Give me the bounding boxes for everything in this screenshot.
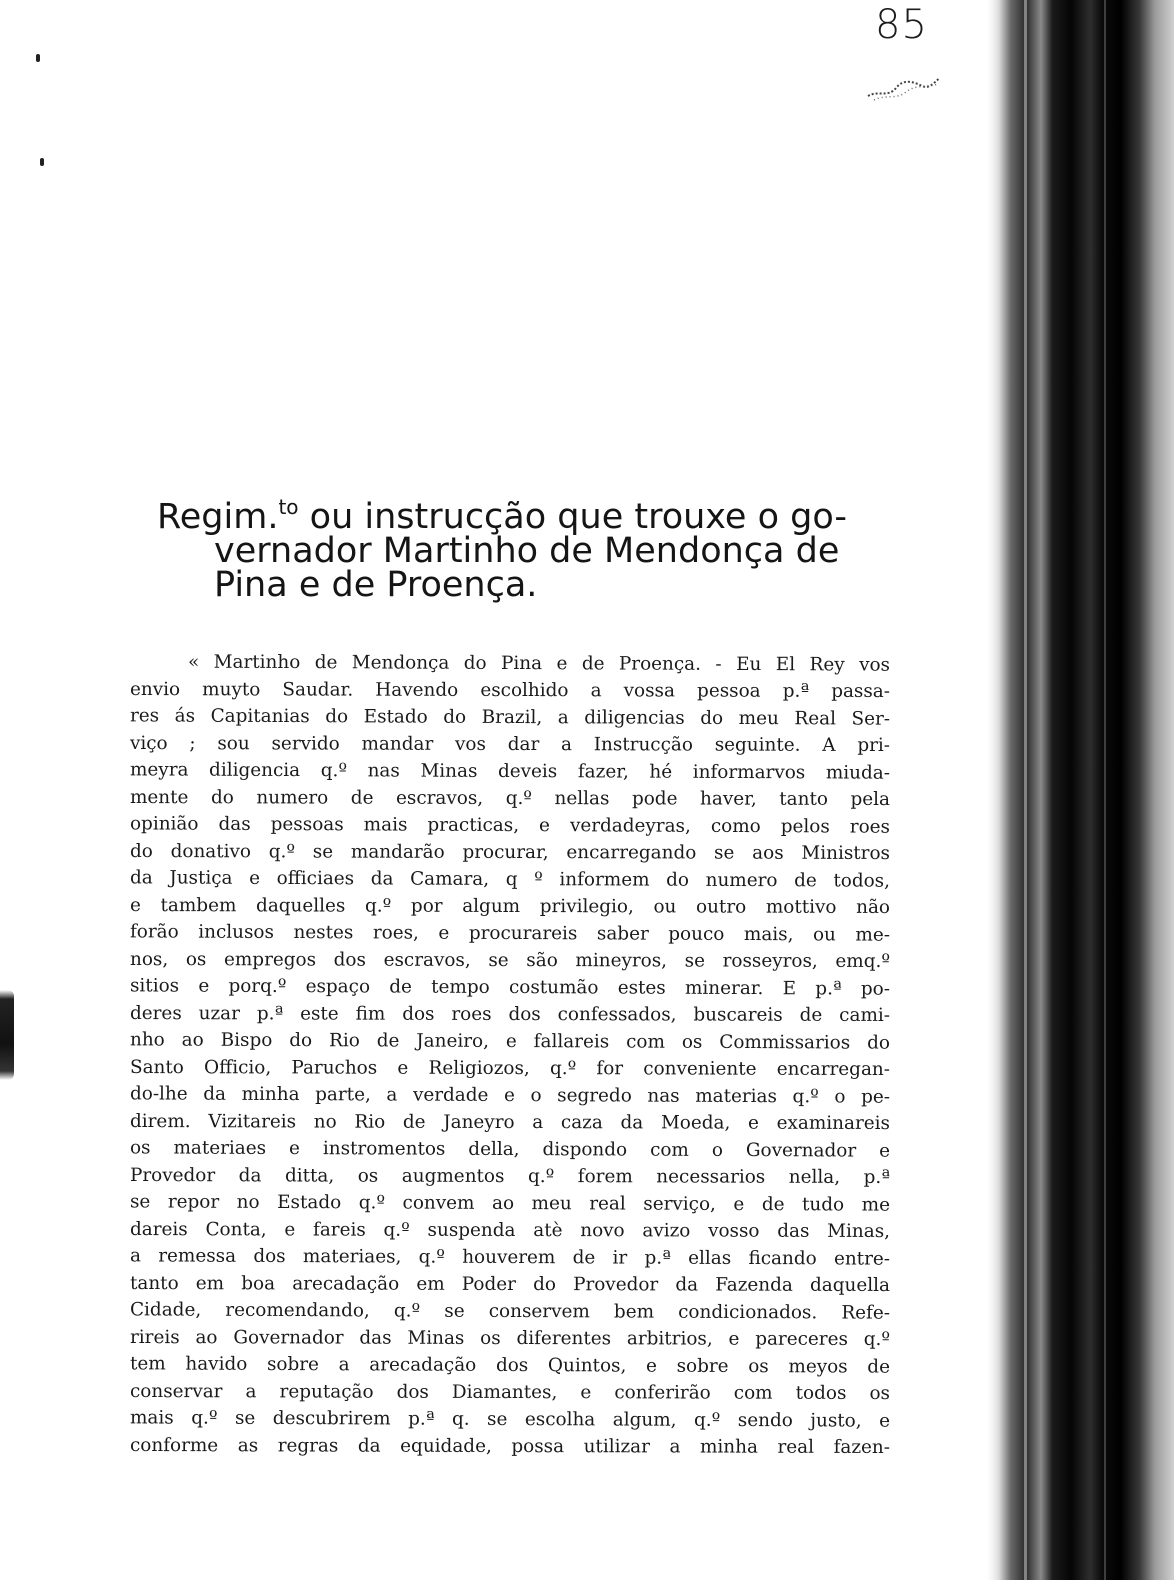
text-line: meyra diligencia q.º nas Minas deveis fazer, hé informarvos miuda- xyxy=(129,759,891,784)
title-line-3: Pina e de Proença. xyxy=(214,565,538,605)
text-line: mais q.º se descubrirem p.ª q. se escolha algum, q.º sendo justo, e xyxy=(129,1407,891,1432)
text-line: tem havido sobre a arecadação dos Quintos, e sobre os meyos de xyxy=(129,1353,891,1378)
text-line: sitios e porq.º espaço de tempo costumão estes minerar. E p.ª po- xyxy=(129,975,891,1000)
text-line: opinião das pessoas mais practicas, e verdadeyras, como pelos roes xyxy=(129,813,891,838)
text-line: Provedor da ditta, os augmentos q.º forem necessarios nella, p.ª xyxy=(129,1165,891,1188)
text-line: do-lhe da minha parte, a verdade e o segredo nas materias q.º o pe- xyxy=(129,1083,891,1108)
text-line: mente do numero de escravos, q.º nellas pode haver, tanto pela xyxy=(129,787,891,810)
text-line: Santo Officio, Paruchos e Religiozos, q.º for conveniente encarregan- xyxy=(129,1057,891,1080)
text-line: direm. Vizitareis no Rio de Janeyro a caza da Moeda, e examinareis xyxy=(129,1111,891,1134)
text-line: os materiaes e instromentos della, dispondo com o Governador e xyxy=(129,1137,891,1162)
text-line: nos, os empregos dos escravos, se são mineyros, se rosseyros, emq.º xyxy=(129,949,891,972)
text-line: a remessa dos materiaes, q.º houverem de ir p.ª ellas ficando entre- xyxy=(129,1245,891,1270)
text-line: do donativo q.º se mandarão procurar, encarregando se aos Ministros xyxy=(129,841,891,864)
text-line: e tambem daquelles q.º por algum privilegio, ou outro mottivo não xyxy=(129,895,891,918)
margin-speck-1 xyxy=(36,54,40,62)
margin-speck-2 xyxy=(40,158,44,166)
text-line: se repor no Estado q.º convem ao meu real serviço, e de tudo me xyxy=(129,1191,891,1216)
left-edge-shadow xyxy=(0,990,14,1080)
ink-smudge-mark xyxy=(866,76,942,102)
title-line-1: Regim.$^{to}$ ou instrucção que trouxe o go- xyxy=(157,495,848,537)
text-line: envio muyto Saudar. Havendo escolhido a vossa pessoa p.ª passa- xyxy=(129,679,891,702)
text-line: rireis ao Governador das Minas os diferentes arbitrios, e pareceres q.º xyxy=(129,1327,891,1350)
book-binding-shadow xyxy=(984,0,1174,1580)
text-line: deres uzar p.ª este fim dos roes dos confessados, buscareis de cami- xyxy=(129,1003,891,1026)
text-line: da Justiça e officiaes da Camara, q º informem do numero de todos, xyxy=(129,867,891,892)
page-number: 85 xyxy=(875,2,928,48)
text-line: dareis Conta, e fareis q.º suspenda atè novo avizo vosso das Minas, xyxy=(129,1219,891,1242)
text-line: tanto em boa arecadação em Poder do Provedor da Fazenda daquella xyxy=(129,1273,891,1296)
body-paragraph xyxy=(130,650,890,1460)
text-line: viço ; sou servido mandar vos dar a Instrucção seguinte. A pri- xyxy=(129,733,891,756)
text-line: nho ao Bispo do Rio de Janeiro, e fallareis com os Commissarios do xyxy=(129,1029,891,1054)
text-line: forão inclusos nestes roes, e procurareis saber pouco mais, ou me- xyxy=(129,921,891,946)
text-line: Cidade, recomendando, q.º se conservem bem condicionados. Refe- xyxy=(129,1299,891,1324)
text-line: conservar a reputação dos Diamantes, e conferirão com todos os xyxy=(129,1381,891,1404)
text-line: « Martinho de Mendonça do Pina e de Proença. - Eu El Rey vos xyxy=(187,651,891,676)
text-line: res ás Capitanias do Estado do Brazil, a diligencias do meu Real Ser- xyxy=(129,705,891,730)
text-line: conforme as regras da equidade, possa utilizar a minha real fazen- xyxy=(129,1435,891,1458)
title-line-2: vernador Martinho de Mendonça de xyxy=(214,531,840,571)
document-title xyxy=(157,490,917,605)
